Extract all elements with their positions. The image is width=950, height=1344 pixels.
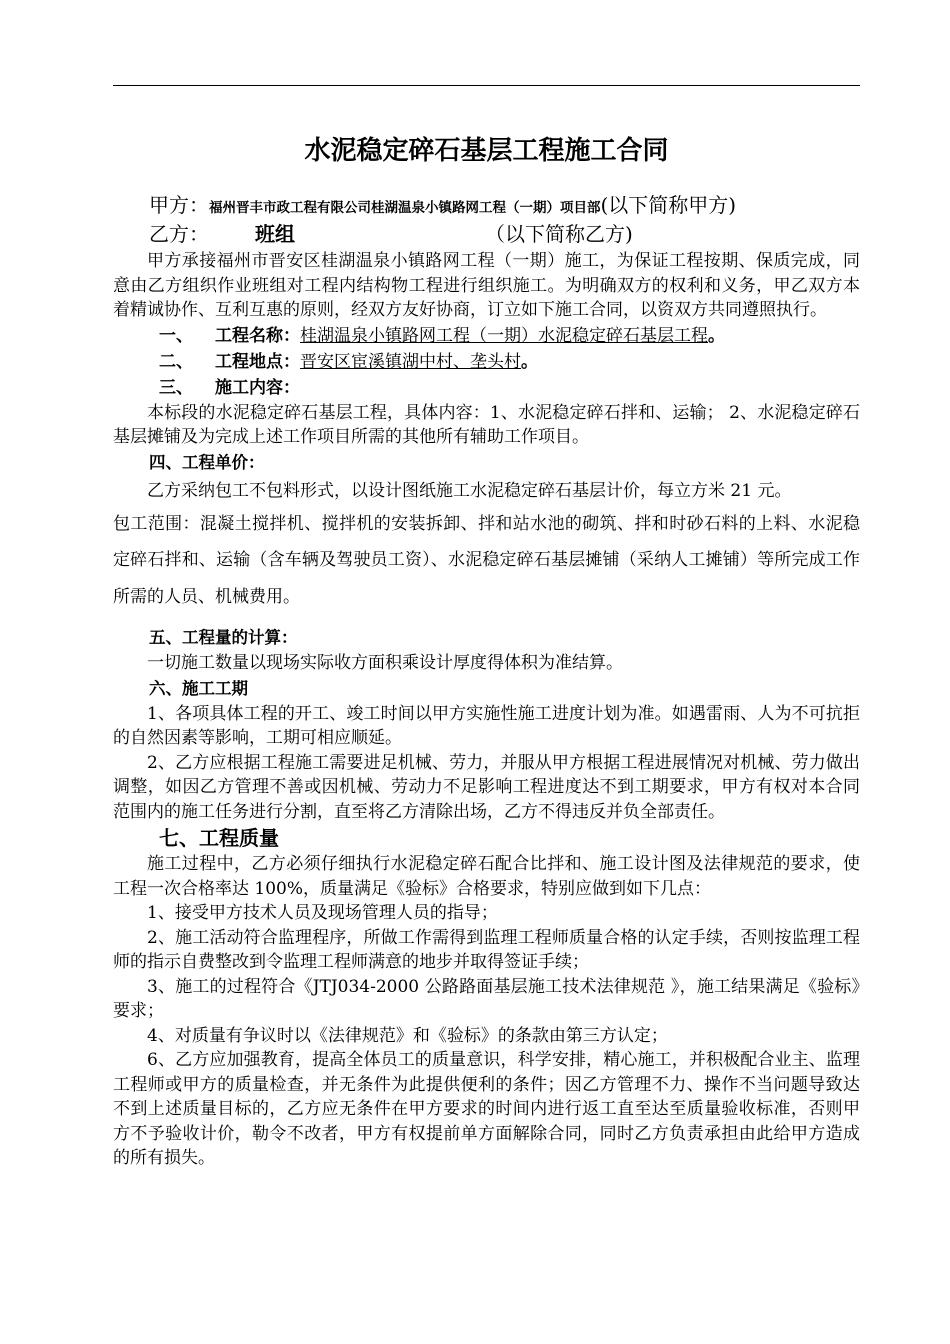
section-5-heading: 五、工程量的计算： xyxy=(149,628,298,647)
party-a-note: (以下简称甲方) xyxy=(600,193,737,217)
party-a-line xyxy=(113,192,860,221)
section-1 xyxy=(113,323,860,349)
section-7-item-1: 1、接受甲方技术人员及现场管理人员的指导； xyxy=(147,903,498,923)
section-4-price: 乙方采纳包工不包料形式，以设计图纸施工水泥稳定碎石基层计价，每立方米 21 元。 xyxy=(147,480,792,501)
intro-paragraph: 甲方承接福州市晋安区桂湖温泉小镇路网工程（一期）施工，为保证工程按期、保质完成，同意由乙方组织作业班组对工程内结构物工程进行组织施工。为明确双方的权利和义务，甲乙双方本着精诚协作、互利互惠的原则，经双方友好协商，订立如下施工合同，以资双方共同遵照执行。 xyxy=(113,251,860,320)
section-1-label: 工程名称： xyxy=(215,325,300,346)
section-7-item-3: 3、施工的过程符合《JTJ034-2000 公路路面基层施工技术法律规范 》，施工结果满足《验标》要求； xyxy=(113,976,860,1021)
party-b-note: （以下简称乙方) xyxy=(485,222,633,246)
section-1-value: 桂湖温泉小镇路网工程（一期）水泥稳定碎石基层工程 xyxy=(300,325,708,346)
section-7-item-2: 2、施工活动符合监理程序，所做工作需得到监理工程师质量合格的认定手续，否则按监理工程师的指示自费整改到令监理工程师满意的地步并取得签证手续； xyxy=(113,927,860,972)
section-4-heading: 四、工程单价： xyxy=(149,452,265,472)
section-6-item-2: 2、乙方应根据工程施工需要进足机械、劳力，并服从甲方根据工程进展情况对机械、劳力做出调整，如因乙方管理不善或因机械、劳动力不足影响工程进度达不到工期要求，甲方有权对本合同范围内的施工任务进行分割，直至将乙方清除出场，乙方不得违反并负全部责任。 xyxy=(113,752,860,822)
section-1-end: 。 xyxy=(708,325,725,346)
party-b-label: 乙方： xyxy=(149,222,209,246)
section-7-heading: 七、工程质量 xyxy=(159,826,279,850)
contract-document xyxy=(113,120,860,1171)
section-6-heading: 六、施工工期 xyxy=(149,678,248,698)
section-7-item-4: 4、对质量有争议时以《法律规范》和《验标》的条款由第三方认定； xyxy=(147,1025,668,1046)
section-4-scope: 包工范围：混凝土搅拌机、搅拌机的安装拆卸、拌和站水池的砌筑、拌和时砂石料的上料、水泥稳定碎石拌和、运输（含车辆及驾驶员工资）、水泥稳定碎石基层摊铺（采纳人工摊铺）等所完成工作所需的人员、机械费用。 xyxy=(113,513,860,607)
section-3-body: 本标段的水泥稳定碎石基层工程，具体内容：1、水泥稳定碎石拌和、运输； 2、水泥稳定碎石基层摊铺及为完成上述工作项目所需的其他所有辅助工作项目。 xyxy=(113,402,860,447)
section-7-item-6: 6、乙方应加强教育，提高全体员工的质量意识，科学安排，精心施工，并积极配合业主、监理工程师或甲方的质量检查，并无条件为此提供便利的条件；因乙方管理不力、操作不当问题导致达不到上述质量目标的，乙方应无条件在甲方要求的时间内进行返工直至达至质量验收标准，否则甲方不予验收计价，勒令不改者，甲方有权提前单方面解除合同，同时乙方负责承担由此给甲方造成的所有损失。 xyxy=(113,1050,860,1168)
section-7-intro: 施工过程中，乙方必须仔细执行水泥稳定碎石配合比拌和、施工设计图及法律规范的要求，使工程一次合格率达 100%，质量满足《验标》合格要求，特别应做到如下几点： xyxy=(113,854,860,899)
party-b-name: 班组 xyxy=(255,222,295,246)
header-rule xyxy=(113,85,860,86)
section-3-number: 三、 xyxy=(159,377,193,398)
section-3-label: 施工内容： xyxy=(215,377,300,398)
section-2 xyxy=(113,349,860,375)
section-6-item-1: 1、各项具体工程的开工、竣工时间以甲方实施性施工进度计划为准。如遇雷雨、人为不可抗拒的自然因素等影响，工期可相应顺延。 xyxy=(113,703,860,748)
section-3 xyxy=(113,375,860,401)
section-2-number: 二、 xyxy=(159,351,193,372)
party-b-line xyxy=(113,221,860,247)
section-5-body: 一切施工数量以现场实际收方面积乘设计厚度得体积为准结算。 xyxy=(147,653,623,673)
party-a-label: 甲方： xyxy=(149,193,209,217)
party-a-name: 福州晋丰市政工程有限公司桂湖温泉小镇路网工程（一期）项目部 xyxy=(209,200,601,216)
section-2-end: 。 xyxy=(521,351,538,372)
section-1-number: 一、 xyxy=(159,325,193,346)
section-2-value: 晋安区宦溪镇湖中村、垄头村 xyxy=(300,351,521,372)
section-2-label: 工程地点： xyxy=(215,351,300,372)
document-title: 水泥稳定碎石基层工程施工合同 xyxy=(304,136,669,166)
